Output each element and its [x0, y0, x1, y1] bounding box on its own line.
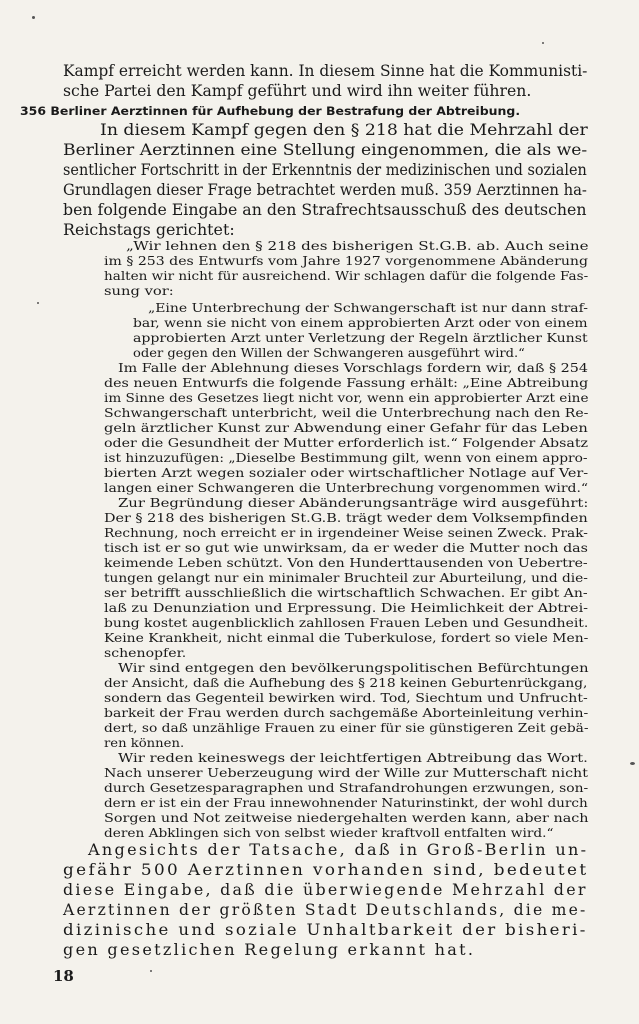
text-line: sung vor:	[104, 284, 174, 298]
text-line: Keine Krankheit, nicht einmal die Tuberkulose, fordert so viele Men-	[104, 631, 589, 645]
text-line: ser betrifft ausschließlich die wirtschaftlich Schwachen. Er gibt An-	[104, 586, 588, 600]
text-line: Zur Begründung dieser Abänderungsanträge wird ausgeführt:	[118, 496, 589, 510]
text-line: Wir reden keineswegs der leichtfertigen Abtreibung das Wort.	[118, 751, 588, 765]
text-line: „Eine Unterbrechung der Schwangerschaft ist nur dann straf-	[148, 301, 588, 315]
print-speck	[542, 42, 544, 44]
text-line: laß zu Denunziation und Erpressung. Die Heimlichkeit der Abtrei-	[104, 601, 589, 615]
text-line: Reichstags gerichtet:	[63, 221, 235, 239]
text-line: 356 Berliner Aerztinnen für Aufhebung der Bestrafung der Abtreibung.	[20, 104, 521, 118]
print-speck	[32, 16, 35, 19]
text-line: Im Falle der Ablehnung dieses Vorschlags fordern wir, daß § 254	[118, 361, 589, 375]
text-line: deren Abklingen sich von selbst wieder kraftvoll entfalten wird.“	[104, 826, 554, 840]
text-line: gen gesetzlichen Regelung erkannt hat.	[63, 941, 476, 959]
text-line: In diesem Kampf gegen den § 218 hat die Mehrzahl der	[100, 121, 588, 139]
text-line: im Sinne des Gesetzes liegt nicht vor, wenn ein approbierter Arzt eine	[104, 391, 589, 405]
text-line: sentlicher Fortschritt in der Erkenntnis der medizinischen und sozialen	[63, 161, 587, 179]
text-line: der Ansicht, daß die Aufhebung des § 218 keinen Geburtenrückgang,	[104, 676, 588, 690]
text-line: Wir sind entgegen den bevölkerungspolitischen Befürchtungen	[118, 661, 589, 675]
text-line: tisch ist er so gut wie unwirksam, da er weder die Mutter noch das	[104, 541, 588, 555]
text-line: sondern das Gegenteil bewirken wird. Tod, Siechtum und Unfrucht-	[104, 691, 588, 705]
text-line: Kampf erreicht werden kann. In diesem Sinne hat die Kommunisti-	[63, 62, 588, 80]
text-line: approbierten Arzt unter Verletzung der Regeln ärztlicher Kunst	[133, 331, 588, 345]
text-line: ben folgende Eingabe an den Strafrechtsausschuß des deutschen	[63, 201, 587, 219]
text-line: barkeit der Frau werden durch sachgemäße Aborteinleitung verhin-	[104, 706, 589, 720]
text-line: keimende Leben schützt. Von den Hunderttausenden von Uebertre-	[104, 556, 588, 570]
text-line: langen einer Schwangeren die Unterbrechung vorgenommen wird.“	[104, 481, 589, 495]
text-line: gefähr 500 Aerztinnen vorhanden sind, bedeutet	[63, 861, 589, 879]
text-line: bar, wenn sie nicht von einem approbierten Arzt oder von einem	[133, 316, 588, 330]
print-speck	[630, 762, 635, 765]
text-line: oder die Gesundheit der Mutter erforderlich ist.“ Folgender Absatz	[104, 436, 588, 450]
text-line: bung kostet augenblicklich zahllosen Frauen Leben und Gesundheit.	[104, 616, 589, 630]
text-line: geln ärztlicher Kunst zur Abwendung einer Gefahr für das Leben	[104, 421, 588, 435]
text-line: Berliner Aerztinnen eine Stellung eingenommen, die als we-	[63, 141, 588, 159]
text-line: oder gegen den Willen der Schwangeren ausgeführt wird.“	[133, 346, 525, 360]
text-line: Angesichts der Tatsache, daß in Groß-Berlin un-	[88, 841, 589, 859]
text-line: Sorgen und Not zeitweise niedergehalten werden kann, aber nach	[104, 811, 589, 825]
text-line: Nach unserer Ueberzeugung wird der Wille zur Mutterschaft nicht	[104, 766, 588, 780]
text-line: des neuen Entwurfs die folgende Fassung erhält: „Eine Abtreibung	[104, 376, 589, 390]
text-line: ist hinzuzufügen: „Dieselbe Bestimmung gilt, wenn von einem appro-	[104, 451, 588, 465]
text-line: schenopfer.	[104, 646, 187, 660]
text-line: ren können.	[104, 736, 185, 750]
text-line: Aerztinnen der größten Stadt Deutschlands, die me-	[63, 901, 588, 919]
text-line: dizinische und soziale Unhaltbarkeit der bisheri-	[63, 921, 588, 939]
text-line: „Wir lehnen den § 218 des bisherigen St.G.B. ab. Auch seine	[126, 239, 589, 253]
print-speck	[37, 302, 39, 304]
text-line: dern er ist ein der Frau innewohnender Naturinstinkt, der wohl durch	[104, 796, 588, 810]
text-line: Grundlagen dieser Frage betrachtet werden muß. 359 Aerztinnen ha-	[63, 181, 587, 199]
print-speck	[150, 970, 152, 972]
text-line: Der § 218 des bisherigen St.G.B. trägt weder dem Volksempfinden	[104, 511, 588, 525]
text-line: Rechnung, noch erreicht er in irgendeiner Weise seinen Zweck. Prak-	[104, 526, 588, 540]
text-line: Schwangerschaft unterbricht, weil die Unterbrechung nach den Re-	[104, 406, 589, 420]
text-line: sche Partei den Kampf geführt und wird ihn weiter führen.	[63, 82, 532, 100]
page-number: 18	[53, 967, 74, 985]
text-line: halten wir nicht für ausreichend. Wir schlagen dafür die folgende Fas-	[104, 269, 589, 283]
text-line: dert, so daß unzählige Frauen zu einer für sie günstigeren Zeit gebä-	[104, 721, 589, 735]
text-line: im § 253 des Entwurfs vom Jahre 1927 vorgenommene Abänderung	[104, 254, 588, 268]
text-line: durch Gesetzesparagraphen und Strafandrohungen erzwungen, son-	[104, 781, 589, 795]
text-line: tungen gelangt nur ein minimaler Bruchteil zur Aburteilung, und die-	[104, 571, 588, 585]
text-line: bierten Arzt wegen sozialer oder wirtschaftlicher Notlage auf Ver-	[104, 466, 589, 480]
text-line: diese Eingabe, daß die überwiegende Mehrzahl der	[63, 881, 588, 899]
